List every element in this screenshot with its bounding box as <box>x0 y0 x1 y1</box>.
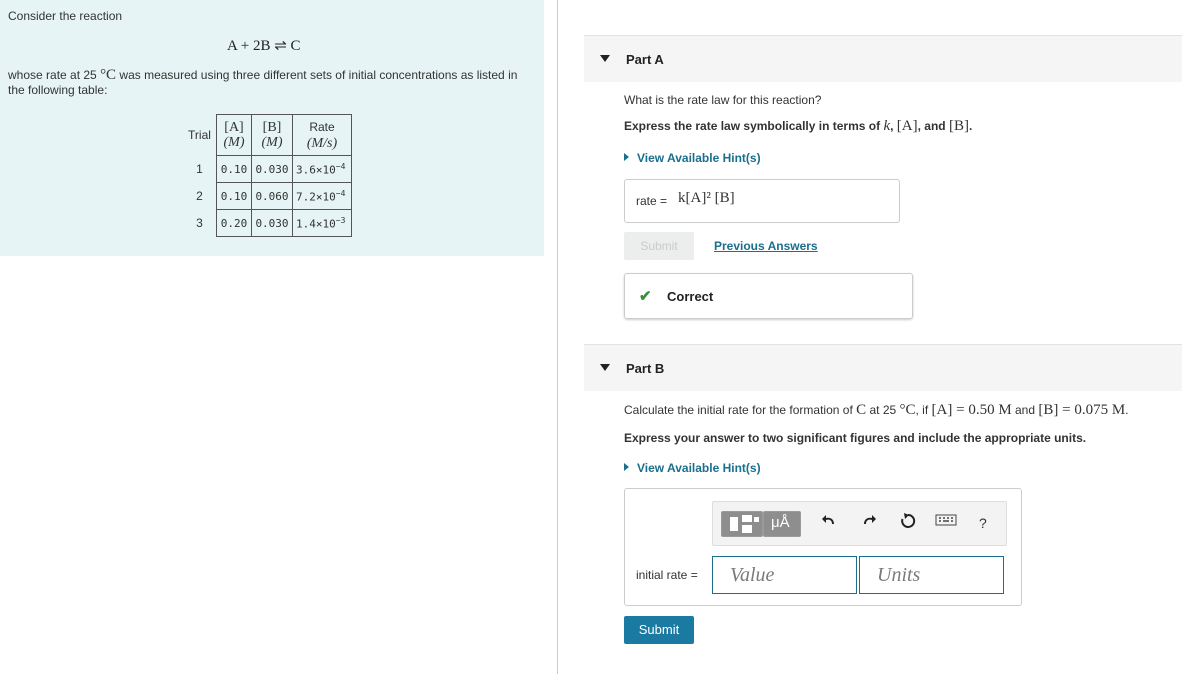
part-b-instruction: Express your answer to two significant figures and include the appropriate units. <box>624 431 1087 445</box>
value-input[interactable]: Value <box>712 556 857 594</box>
table-row: 2 0.10 0.060 $7.2\times 10^{-4}$ <box>183 183 352 210</box>
collapse-triangle-icon[interactable] <box>600 55 610 62</box>
undo-icon[interactable] <box>821 512 837 535</box>
part-a-hint-link[interactable]: View Available Hint(s) <box>624 151 761 165</box>
redo-icon[interactable] <box>861 512 877 535</box>
reset-icon[interactable] <box>899 512 917 537</box>
feedback-text: Correct <box>667 289 714 304</box>
col-header-b: [B] (M) <box>252 115 293 156</box>
check-icon: ✔ <box>639 288 652 305</box>
part-b-title: Part B <box>626 361 665 376</box>
keyboard-icon[interactable] <box>935 512 957 534</box>
table-row: 3 0.20 0.030 $1.4\times 10^{-3}$ <box>183 210 352 237</box>
part-b-answer-panel <box>624 488 1022 606</box>
part-b-header[interactable] <box>584 344 1182 391</box>
previous-answers-link[interactable]: Previous Answers <box>714 239 818 253</box>
part-a-submit-button[interactable]: Submit <box>624 232 694 260</box>
col-header-rate: Rate (M/s) <box>293 115 352 156</box>
part-b-submit-button[interactable]: Submit <box>624 616 694 644</box>
concentration-table <box>183 114 352 237</box>
units-input[interactable]: Units <box>859 556 1004 594</box>
problem-panel <box>0 0 544 256</box>
expand-arrow-icon <box>624 463 629 471</box>
units-icon[interactable]: μÅ <box>763 511 801 537</box>
templates-icon[interactable] <box>721 511 763 537</box>
part-a-title: Part A <box>626 52 664 67</box>
problem-intro: Consider the reaction <box>8 9 123 23</box>
input-label: initial rate = <box>636 568 698 582</box>
feedback-box <box>624 273 913 319</box>
part-b-question: Calculate the initial rate for the formation of C at 25 °C, if [A] = 0.50 M and [B] = 0.075 M. <box>624 402 1129 418</box>
part-a-question: What is the rate law for this reaction? <box>624 93 822 107</box>
expand-arrow-icon <box>624 153 629 161</box>
problem-description: whose rate at 25 °C was measured using three different sets of initial concentrations as listed in the following table: <box>8 67 518 97</box>
reaction-equation: A + 2B ⇌ C <box>227 38 301 54</box>
table-row: 1 0.10 0.030 $3.6\times 10^{-4}$ <box>183 156 352 183</box>
col-header-trial: Trial <box>183 115 217 156</box>
answer-value: k[A]² [B] <box>678 190 735 206</box>
table-header <box>183 115 352 156</box>
part-b-hint-link[interactable]: View Available Hint(s) <box>624 461 761 475</box>
col-header-a: [A] (M) <box>217 115 252 156</box>
panel-divider <box>557 0 558 674</box>
help-icon[interactable]: ? <box>979 515 987 531</box>
part-a-instruction: Express the rate law symbolically in terms of k, [A], and [B]. <box>624 118 973 134</box>
part-a-answer-box[interactable] <box>624 179 900 223</box>
collapse-triangle-icon[interactable] <box>600 364 610 371</box>
math-toolbar <box>712 501 1007 546</box>
part-a-header[interactable] <box>584 35 1182 82</box>
answer-label: rate = <box>636 194 668 208</box>
